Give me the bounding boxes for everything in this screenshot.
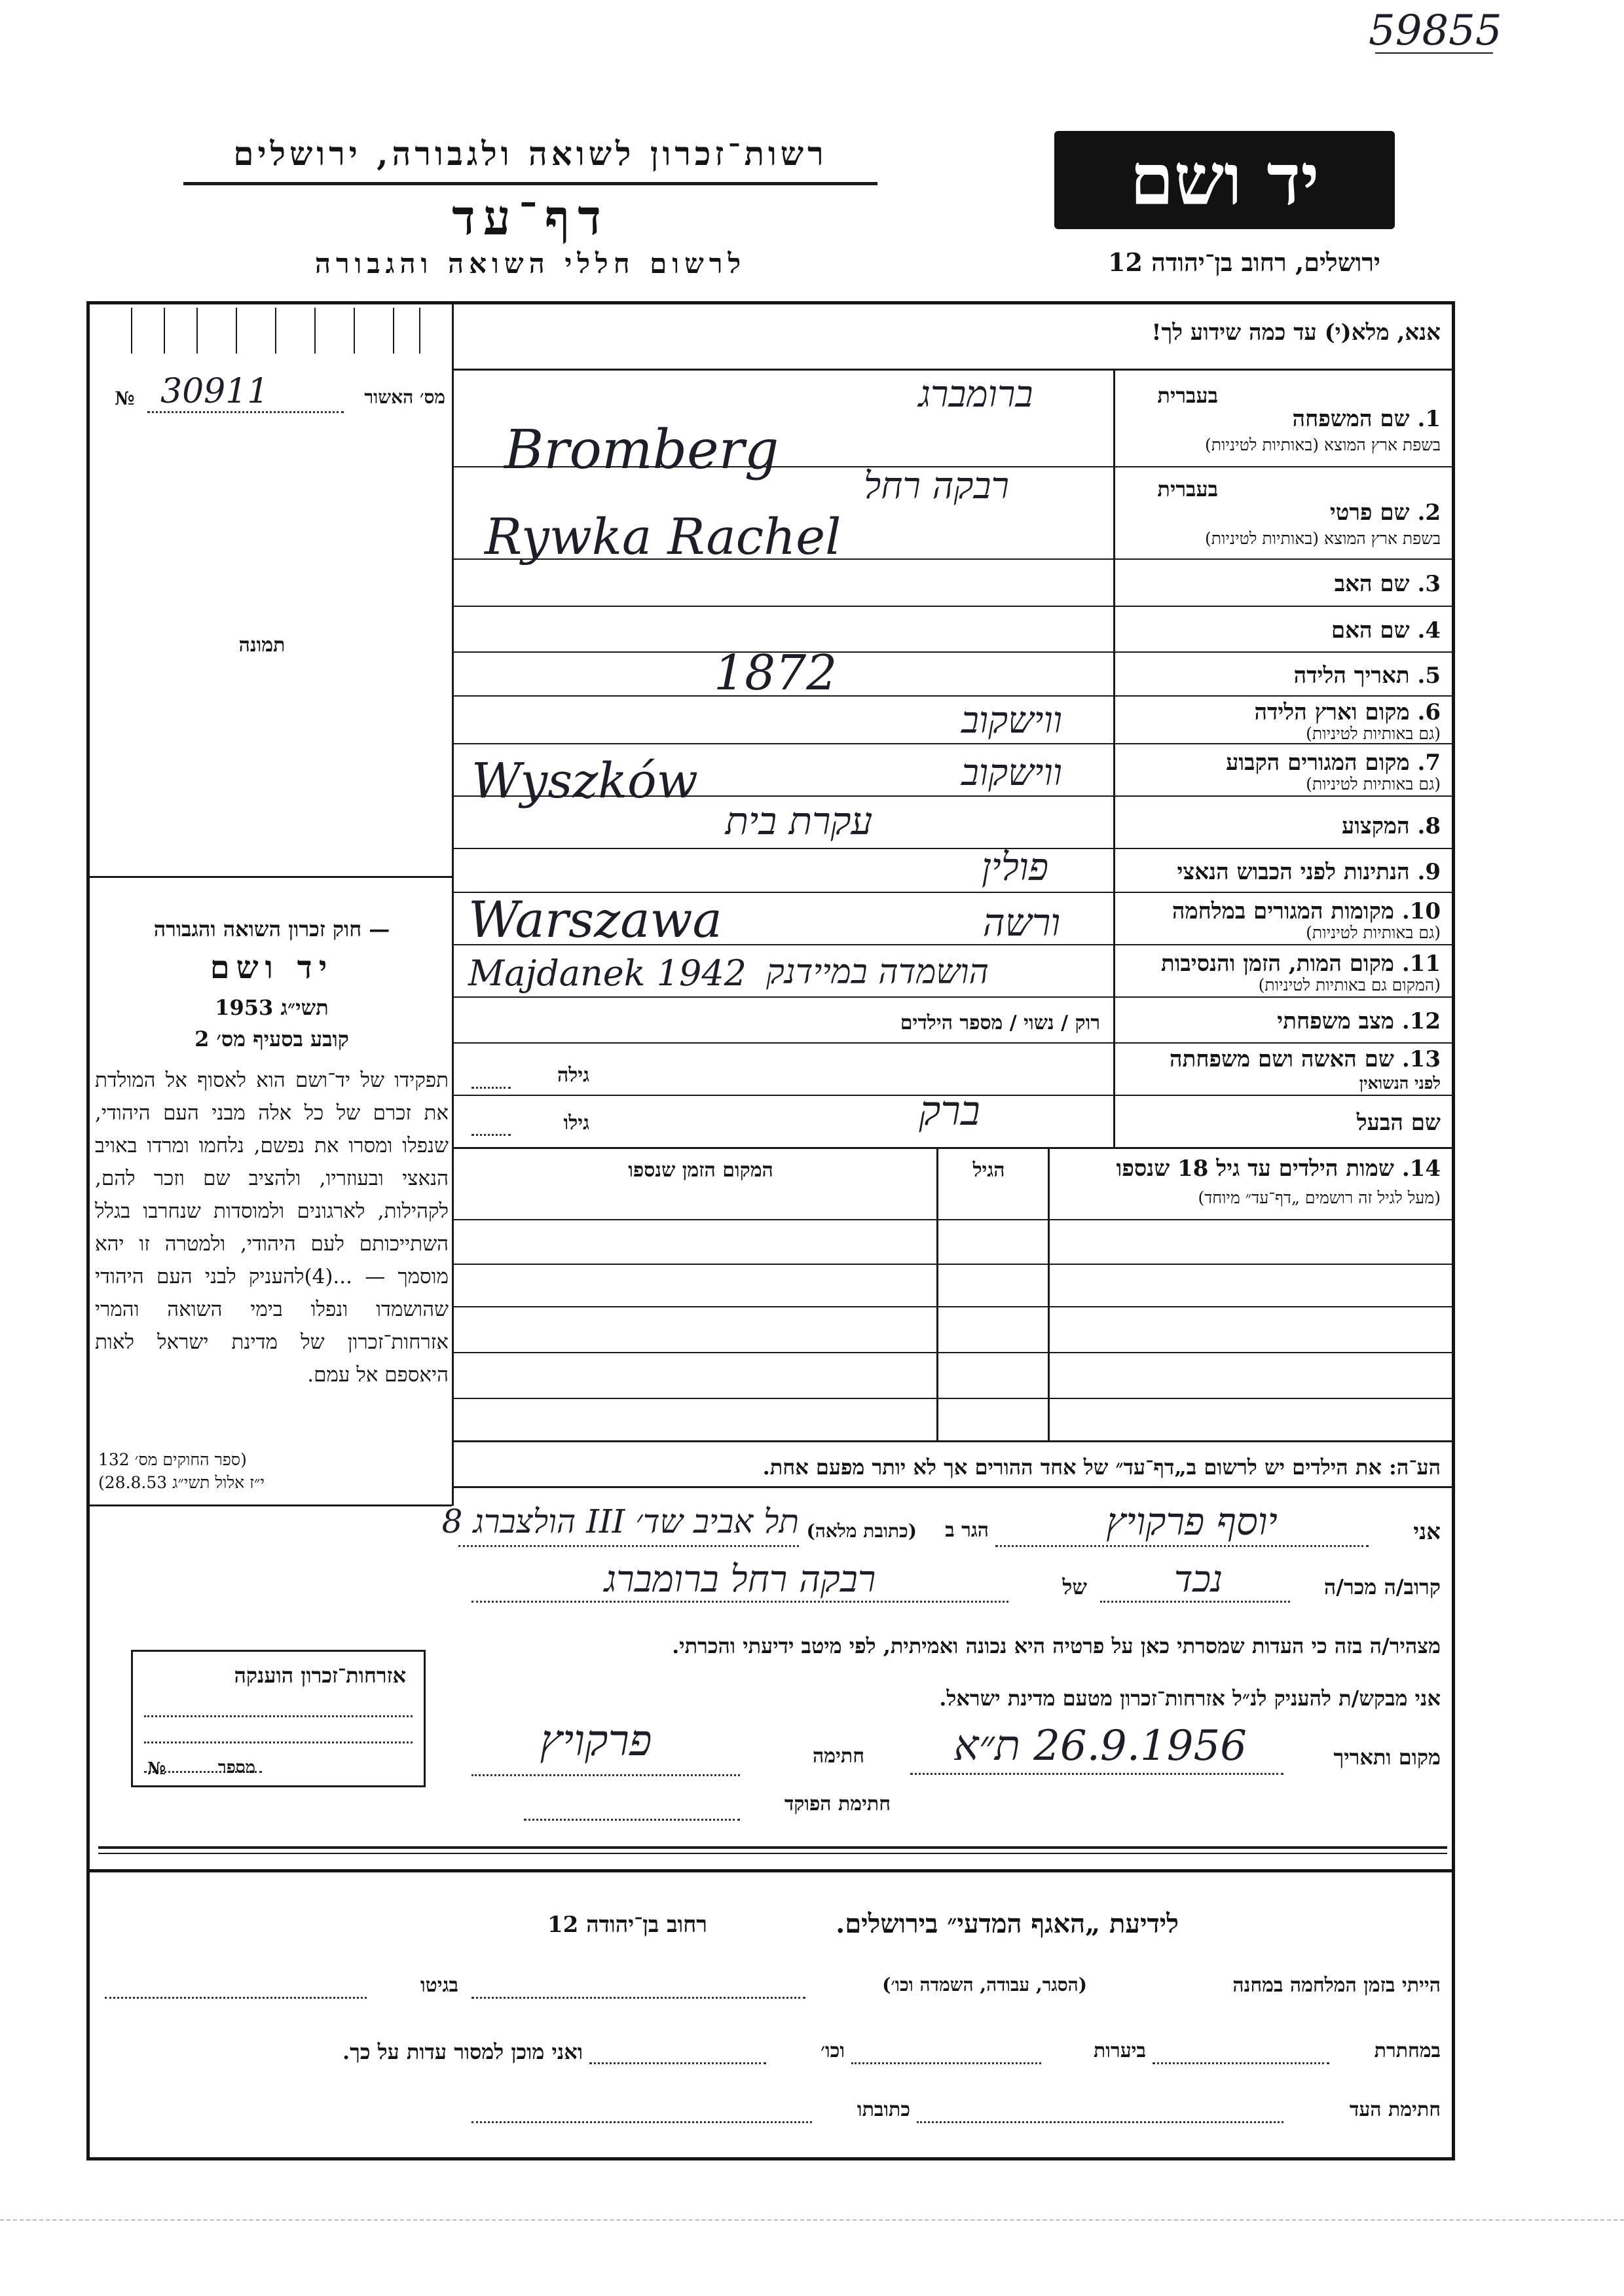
form-subtitle: לרשום חללי השואה והגבורה [314,247,747,280]
box-tick [164,308,165,354]
label-column-divider [1113,369,1115,1148]
box-tick [236,308,237,354]
declaration: מצהיר/ה בזה כי העדות שמסרתי כאן על פרטיה היא נכונה ואמיתית, לפי מיטב ידיעתי והכרתי. [672,1633,1441,1658]
field11-label [1126,951,1441,977]
husband-age-label: גילו [563,1112,589,1135]
citizenship-title: אזרחות־זכרון הוענקה [234,1663,406,1688]
box-tick [131,308,132,354]
request: אני מבקש/ת להעניק לנ״ל אזרחות־זכרון מטעם מדינת ישראל. [939,1686,1441,1711]
box-tick [314,308,316,354]
row-line [452,996,1454,998]
field9-value: פולין [981,845,1049,889]
field10-label-text: מקומות המגורים במלחמה [1172,898,1394,924]
field5-value: 1872 [714,645,838,701]
declarant-relation-line [1100,1601,1290,1603]
field2-num: 2. [1417,500,1441,526]
instruction: אנא, מלא(י) עד כמה שידוע לך! [1151,319,1441,346]
field1-label [1231,406,1441,432]
field3-num: 3. [1417,571,1441,597]
declarant-relation: נכד [1173,1558,1223,1601]
footer-title: לידיעת „האגף המדעי״ בירושלים. [836,1908,1179,1939]
signature-line [471,1774,740,1776]
field2-label [1231,500,1441,526]
declarant-relative-label: קרוב/ה מכר/ה [1323,1575,1441,1599]
declarant-of-name: רבקה רחל ברומברג [604,1558,876,1601]
field11-value-he: הושמדה במיידנק [766,953,989,992]
field3-label-text: שם האב [1334,571,1410,597]
field10-note: (גם באותיות לטיניות) [1306,923,1441,942]
top-divider [452,304,454,370]
law-box-bottom [86,1504,452,1506]
field9-num: 9. [1417,859,1441,885]
footer-line1-b: (הסגר, עבודה, השמדה וכו׳) [882,1974,1087,1995]
declarant-ani: אני [1413,1519,1441,1545]
wife-age-line [471,1087,511,1089]
declarant-of-line [471,1601,1008,1603]
row-line [452,1147,1454,1149]
footer-line3-a: חתימת העד [1349,2098,1441,2121]
field12-label-text: מצב משפחתי [1277,1008,1394,1034]
field1-lang-orig: בשפת ארץ המוצא (באותיות לטיניות) [1205,435,1441,454]
approval-value: 30911 [160,372,269,411]
field6-value: ווישקוב [961,699,1063,742]
form-title: דף־עד [452,190,609,246]
declarant-name: יוסף פרקויץ [1106,1499,1278,1544]
footer-line2-b: ביערות [1093,2039,1146,2062]
citizenship-line [144,1741,413,1743]
law-name: יד ושם [210,949,334,986]
field13-num: 13. [1401,1046,1441,1072]
left-column-divider [452,369,454,1148]
field12-options: רוק / נשוי / מספר הילדים [900,1011,1100,1034]
box-tick [419,308,420,354]
note-bottom [452,1486,1454,1488]
children-col-age: הגיל [972,1159,1005,1182]
field8-label [1126,813,1441,839]
footer-separator-2 [98,1853,1447,1854]
field9-label [1126,859,1441,885]
field1-num: 1. [1417,406,1441,432]
field10-label [1126,898,1441,924]
wife-age-label: גילה [557,1064,589,1087]
declarant-resides: הגר ב [945,1519,989,1542]
footer-line2-d: ואני מוכן למסור עדות על כך. [342,2039,583,2064]
field1-value-latin: Bromberg [504,419,779,481]
field6-label [1126,699,1441,725]
field11-num: 11. [1401,951,1441,977]
field13-label-text: שם האשה ושם משפחתה [1170,1046,1394,1072]
law-source1: (ספר החוקים מס׳ 132 [98,1450,247,1469]
law-title: — חוק זכרון השואה והגבורה [153,917,390,941]
approval-no: № [115,388,135,409]
husband-value: ברק [919,1087,980,1135]
field11-label-text: מקום המות, הזמן והנסיבות [1160,951,1394,977]
note: הע־ה: את הילדים יש לרשום ב„דף־עד״ של אחד ההורים אך לא יותר מפעם אחת. [762,1455,1441,1480]
footer-line1-a: הייתי בזמן המלחמה במחנה [1232,1974,1441,1997]
approval-label: מס׳ האשור [364,386,445,408]
box-tick [275,308,276,354]
field7-label-text: מקום המגורים הקבוע [1226,750,1410,776]
field2-label-text: שם פרטי [1329,500,1410,526]
children-row [452,1398,1454,1399]
law-box-right [452,1440,454,1506]
top-row-line [452,369,1454,371]
field8-label-text: המקצוע [1341,813,1410,839]
field4-label [1126,617,1441,644]
law-year: תשי״ג 1953 [215,995,329,1020]
law-clause: קובע בסעיף מס׳ 2 [194,1027,349,1051]
field3-label [1126,571,1441,597]
law-source2: י״ז אלול תשי״ג 28.8.53) [98,1473,265,1492]
field14-num: 14. [1401,1156,1441,1182]
field7-num: 7. [1417,750,1441,776]
declarant-address-label: (כתובת מלאה) [806,1520,917,1542]
field7-value-he: ווישקוב [961,752,1063,794]
field6-note: (גם באותיות לטיניות) [1306,724,1441,743]
field7-label [1126,750,1441,776]
row-line [452,1042,1454,1044]
children-col-place: המקום הזמן שנספו [628,1159,773,1182]
citizenship-line [144,1715,413,1717]
scan-edge [0,2219,1624,2221]
field10-value-latin: Warszawa [468,890,722,949]
archive-underline [1375,52,1493,54]
field6-label-text: מקום וארץ הלידה [1254,699,1410,725]
logo-text: יד ושם [1130,139,1320,221]
officer-line [524,1819,740,1821]
field12-label [1126,1008,1441,1034]
row-line [452,651,1454,653]
footer-line2-a: במחתרת [1374,2039,1441,2062]
signature: פרקויץ [540,1715,652,1766]
authority-title: רשות־זכרון לשואה ולגבורה, ירושלים [233,134,828,173]
photo-label: תמונה [238,634,286,657]
footer-line3-b: כתובתו [857,2098,910,2121]
field13-sub: לפני הנשואין [1359,1074,1441,1093]
box-tick [354,308,355,354]
footer-separator [98,1846,1447,1849]
field4-label-text: שם האם [1331,617,1410,644]
husband-label: שם הבעל [1356,1110,1441,1136]
field12-num: 12. [1401,1008,1441,1034]
box-tick [393,308,394,354]
field14-label-text: שמות הילדים עד גיל 18 שנספו [1116,1156,1394,1182]
approval-line [147,411,344,413]
field2-lang-orig: בשפת ארץ המוצא (באותיות לטיניות) [1205,529,1441,548]
citizenship-number-label: מספר [217,1758,255,1777]
field2-value-he: רבקה רחל [864,465,1009,507]
children-bottom [452,1440,1454,1442]
field4-num: 4. [1417,617,1441,644]
authority-underline [183,182,877,185]
row-line [452,695,1454,697]
field10-num: 10. [1401,898,1441,924]
children-row [452,1306,1454,1307]
field2-lang-he: בעברית [1157,477,1218,501]
field1-value-he: ברומברג [918,373,1033,416]
field5-label [1126,663,1441,689]
declarant-address: תל אביב שד׳ III הולצברג 8 [441,1503,799,1540]
field7-note: (גם באותיות לטיניות) [1306,774,1441,793]
field7-value-latin: Wyszków [471,753,698,809]
law-text: תפקידו של יד־ושם הוא לאסוף אל המולדת את זכרם של כל אלה מבני העם היהודי, שנפלו ומסרו את נפשם, נלחמו ומרדו באויב הנאצי ובעוזריו, ולהציב שם וזכר להם, לקהילות, לארגונים ולמוסדות שנחרבו בגלל השתייכותם לעם היהודי, ולמטרה זו יהא מוסמך — ...(4)להעניק לבני העם היהודי שהושמדו ונפלו בימי השואה והמרי אזרחות־זכרון של מדינת ישראל לאות היאספם אל עמם. [95,1068,449,1387]
archive-number: 59855 [1369,7,1502,55]
footer-address: רחוב בן־יהודה 12 [547,1912,707,1938]
field13-label [1126,1046,1441,1072]
box-tick [196,308,198,354]
field2-value-latin: Rywka Rachel [485,507,841,566]
field14-label [1048,1156,1441,1182]
field14-sub: (מעל לגיל זה רושמים „דף־עד״ מיוחד) [1198,1188,1441,1207]
address-header: ירושלים, רחוב בן־יהודה 12 [1108,247,1380,277]
row-line [452,606,1454,607]
field11-note: (המקום גם באותיות לטיניות) [1258,975,1441,994]
footer-line2-c: וכו׳ [821,2039,845,2062]
children-row [452,1352,1454,1353]
yad-vashem-logo [1054,131,1395,229]
declarant-of: של [1062,1575,1087,1599]
field11-value-latin: Majdanek 1942 [468,953,747,994]
photo-bottom [86,876,452,878]
husband-age-line [471,1134,511,1136]
footer-line1-c: בגיטו [420,1974,458,1997]
children-row [452,1219,1454,1220]
field5-label-text: תאריך הלידה [1293,663,1410,689]
citizenship-no: № [147,1759,166,1779]
officer-label: חתימת הפוקד [784,1793,891,1815]
field1-lang-he: בעברית [1157,383,1218,408]
field8-num: 8. [1417,813,1441,839]
field10-value-he: ורשה [982,900,1061,945]
field9-label-text: הנתינות לפני הכבוש הנאצי [1177,859,1410,885]
children-row [452,1264,1454,1265]
declarant-name-line [995,1545,1369,1547]
field8-value: עקרת בית [725,799,873,843]
field6-num: 6. [1417,699,1441,725]
signature-label: חתימה [813,1745,864,1768]
field5-num: 5. [1417,663,1441,689]
place-date-label: מקום ותאריך [1333,1745,1441,1770]
footer-frame [86,1872,1455,2160]
place-date: 26.9.1956 ת״א [953,1722,1247,1770]
field1-label-text: שם המשפחה [1292,406,1410,432]
place-date-line [910,1773,1283,1775]
declarant-address-line [458,1545,799,1547]
